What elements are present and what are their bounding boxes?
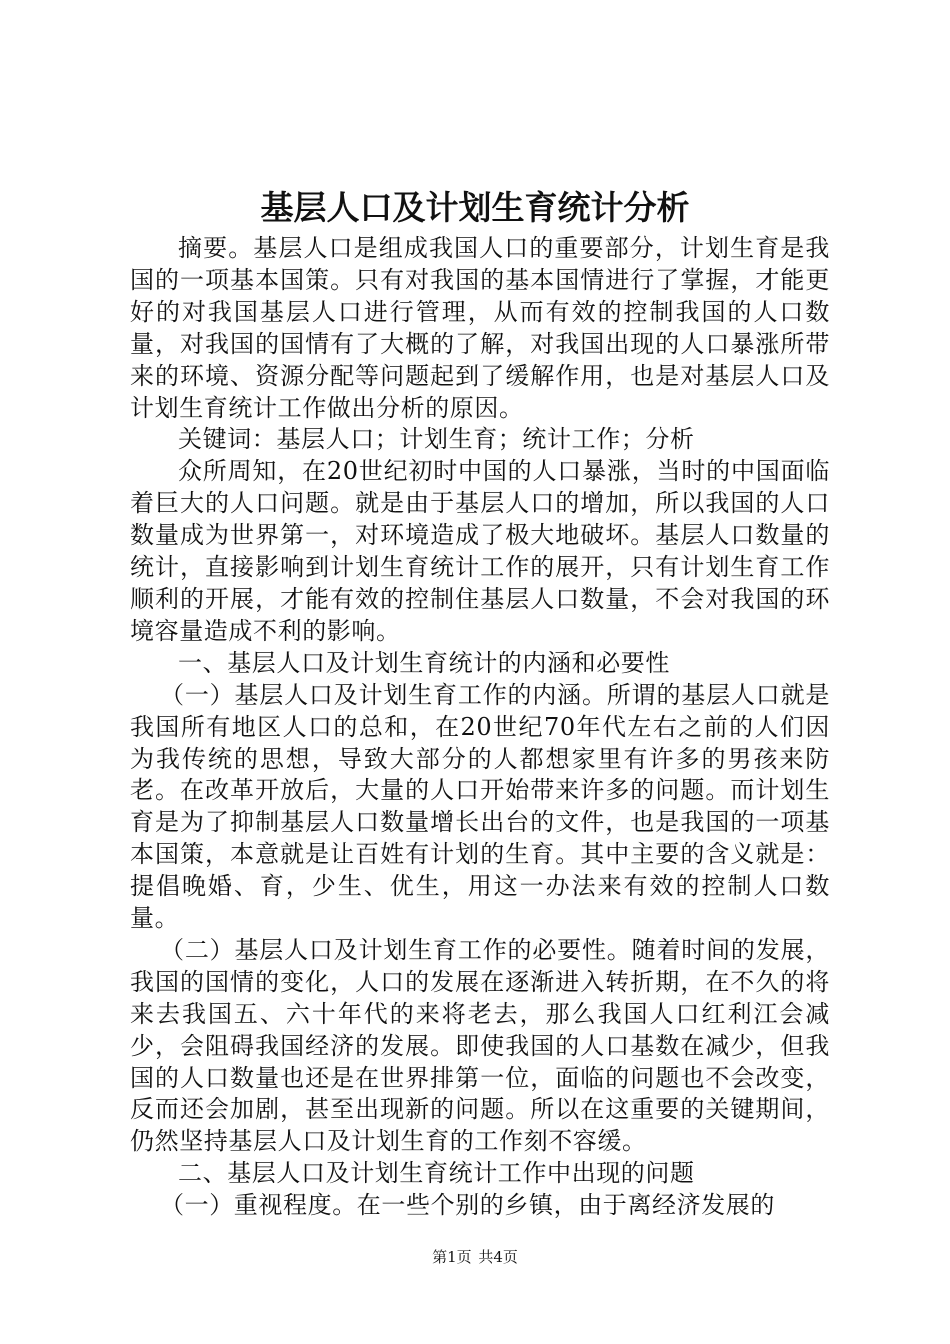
section-heading-2: 二、基层人口及计划生育统计工作中出现的问题 (178, 1159, 695, 1188)
intro-paragraph: 众所周知，在20世纪初时中国的人口暴涨，当时的中国面临着巨大的人口问题。就是由于基层人口的增加，所以我国的人口数量成为世界第一，对环境造成了极大地破坏。基层人口数量的统计，直接影响到计划生育统计工作的展开，只有计划生育工作顺利的开展，才能有效的控制住基层人口数量，不会对我国的环境容量造成不利的影响。 (130, 457, 830, 645)
subsection-1-2-paragraph: （二）基层人口及计划生育工作的必要性。随着时间的发展，我国的国情的变化，人口的发展在逐渐进入转折期，在不久的将来去我国五、六十年代的来将老去，那么我国人口红利江会减少，会阻碍我国经济的发展。即使我国的人口基数在减少，但我国的人口数量也还是在世界排第一位，面临的问题也不会改变，反而还会加剧，甚至出现新的问题。所以在这重要的关键期间，仍然坚持基层人口及计划生育的工作刻不容缓。 (130, 935, 830, 1156)
page-total: 共4页 (478, 1248, 518, 1266)
subsection-1-1-paragraph: （一）基层人口及计划生育工作的内涵。所谓的基层人口就是我国所有地区人口的总和，在20世纪70年代左右之前的人们因为我传统的思想，导致大部分的人都想家里有许多的男孩来防老。在改革开放后，大量的人口开始带来许多的问题。而计划生育是为了抑制基层人口数量增长出台的文件，也是我国的一项基本国策，本意就是让百姓有计划的生育。其中主要的含义就是：提倡晚婚、育，少生、优生，用这一办法来有效的控制人口数量。 (130, 680, 830, 933)
section-heading-1: 一、基层人口及计划生育统计的内涵和必要性 (178, 648, 670, 677)
abstract-paragraph: 摘要。基层人口是组成我国人口的重要部分，计划生育是我国的一项基本国策。只有对我国的基本国情进行了掌握，才能更好的对我国基层人口进行管理，从而有效的控制我国的人口数量，对我国的国情有了大概的了解，对我国出现的人口暴涨所带来的环境、资源分配等问题起到了缓解作用，也是对基层人口及计划生育统计工作做出分析的原因。 (130, 234, 830, 422)
page-footer (0, 1247, 950, 1267)
document-body (130, 233, 830, 1222)
subsection-2-1-paragraph: （一）重视程度。在一些个别的乡镇，由于离经济发展的 (160, 1191, 775, 1220)
page-number: 第1页 (432, 1248, 472, 1266)
keywords-paragraph: 关键词：基层人口；计划生育；统计工作；分析 (178, 425, 695, 454)
document-title: 基层人口及计划生育统计分析 (260, 188, 690, 227)
